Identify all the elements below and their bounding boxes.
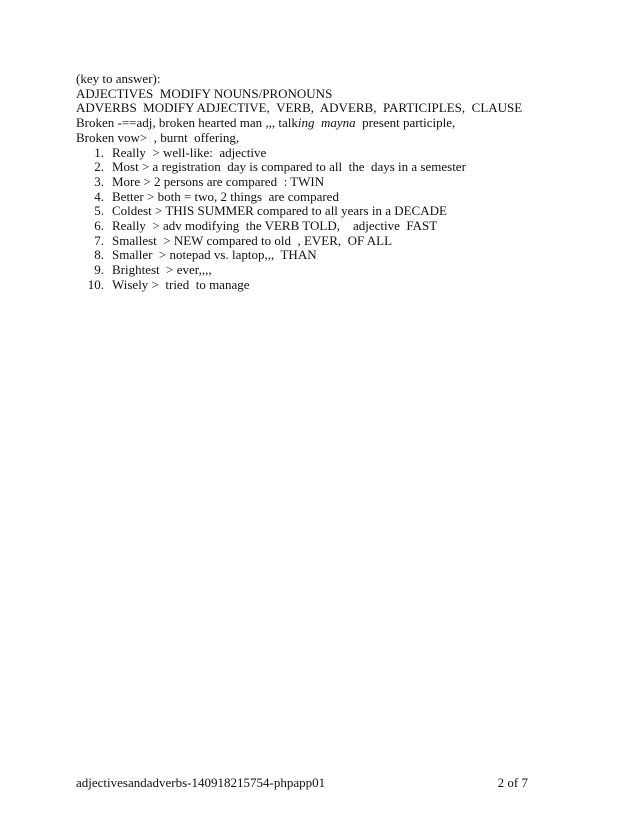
list-item — [76, 146, 576, 161]
list-item-text: Smallest > NEW compared to old , EVER, OF ALL — [112, 232, 393, 248]
broken-example-tail: present participle, — [355, 115, 456, 131]
list-item-number: 4. — [94, 188, 104, 204]
adjectives-rule: ADJECTIVES MODIFY NOUNS/PRONOUNS — [76, 85, 333, 101]
broken-example-italic: ing mayna — [297, 115, 356, 131]
answer-list — [76, 146, 576, 293]
list-item-number: 10. — [87, 276, 104, 292]
list-item-text: Smaller > notepad vs. laptop,,, THAN — [112, 247, 317, 263]
broken-example-text: Broken -==adj, broken hearted man ,,, talk — [76, 115, 298, 131]
list-item-text: Brightest > ever,,,, — [112, 262, 212, 278]
list-item-number: 6. — [94, 218, 104, 234]
list-item-number: 2. — [94, 159, 104, 175]
list-item-number: 8. — [94, 247, 104, 263]
list-item-number: 3. — [94, 173, 104, 189]
document-body — [76, 72, 576, 293]
footer-filename: adjectivesandadverbs-140918215754-phpapp01 — [76, 775, 326, 790]
page-number: 2 of 7 — [497, 775, 528, 790]
answer-key-heading: (key to answer): — [76, 71, 161, 86]
list-item — [76, 204, 576, 219]
broken-example-line — [76, 116, 576, 131]
adverbs-rule: ADVERBS MODIFY ADJECTIVE, VERB, ADVERB, PARTICIPLES, CLAUSE — [76, 100, 523, 116]
list-item — [76, 175, 576, 190]
list-item-text: Wisely > tried to manage — [112, 276, 250, 292]
list-item-text: Most > a registration day is compared to all the days in a semester — [112, 159, 466, 175]
list-item — [76, 248, 576, 263]
list-item — [76, 219, 576, 234]
list-item — [76, 190, 576, 205]
broken-vow-line: Broken vow> , burnt offering, — [76, 129, 240, 145]
list-item — [76, 234, 576, 249]
list-item-number: 7. — [94, 232, 104, 248]
list-item-number: 9. — [94, 262, 104, 278]
list-item-text: Really > adv modifying the VERB TOLD, adjective FAST — [112, 218, 438, 234]
list-item-number: 5. — [94, 203, 104, 219]
list-item — [76, 160, 576, 175]
list-item-number: 1. — [94, 144, 104, 160]
list-item — [76, 278, 576, 293]
list-item-text: Coldest > THIS SUMMER compared to all years in a DECADE — [112, 203, 447, 219]
list-item — [76, 263, 576, 278]
list-item-text: Really > well-like: adjective — [112, 144, 267, 160]
list-item-text: Better > both = two, 2 things are compared — [112, 188, 339, 204]
list-item-text: More > 2 persons are compared : TWIN — [112, 173, 325, 189]
